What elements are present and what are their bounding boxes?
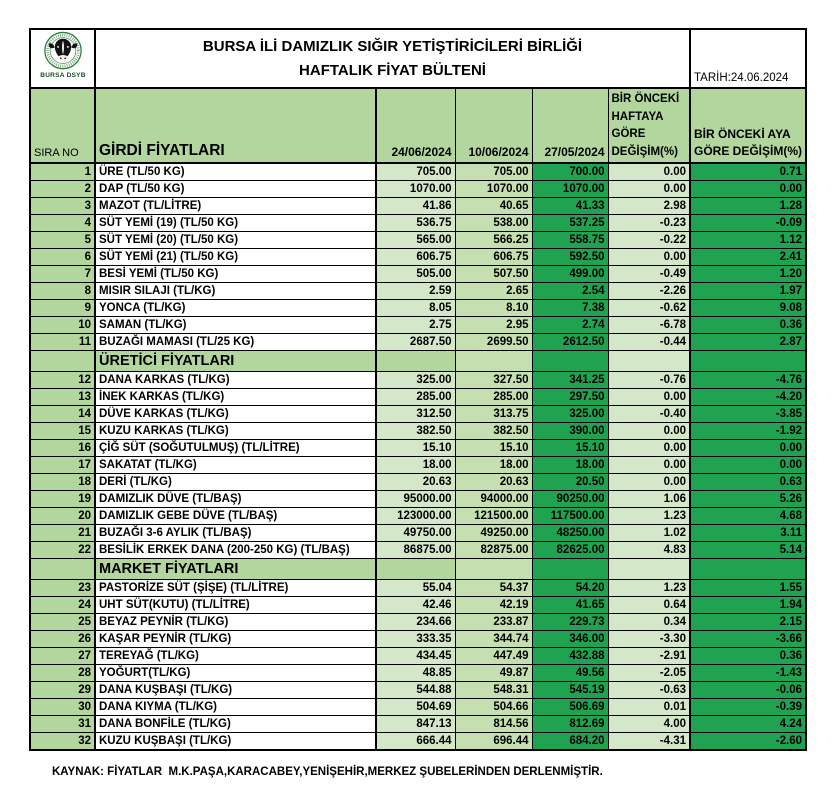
month-change-cell: 0.71 [690, 163, 806, 181]
week-change-cell: 0.00 [608, 389, 690, 406]
table-row [30, 215, 806, 232]
col-header-date-current: 24/06/2024 [376, 88, 455, 163]
section-cell [532, 559, 608, 580]
table-row [30, 716, 806, 733]
price-current-cell: 606.75 [376, 249, 455, 266]
price-current-cell: 55.04 [376, 580, 455, 597]
row-number-cell: 17 [30, 457, 95, 474]
price-prev-week-cell: 705.00 [455, 163, 532, 181]
col-header-date-prev-week: 10/06/2024 [455, 88, 532, 163]
price-current-cell: 49750.00 [376, 525, 455, 542]
price-prev-month-cell: 700.00 [532, 163, 608, 181]
price-current-cell: 847.13 [376, 716, 455, 733]
week-change-cell: 4.00 [608, 716, 690, 733]
price-prev-week-cell: 82875.00 [455, 542, 532, 559]
row-number-cell: 5 [30, 232, 95, 249]
price-current-cell: 2.59 [376, 283, 455, 300]
row-number-cell: 2 [30, 181, 95, 198]
item-name-cell: SÜT YEMİ (19) (TL/50 KG) [95, 215, 376, 232]
table-row [30, 317, 806, 334]
bulletin-title [95, 29, 690, 88]
row-number-cell: 19 [30, 491, 95, 508]
price-prev-week-cell: 42.19 [455, 597, 532, 614]
row-number-cell: 23 [30, 580, 95, 597]
item-name-cell: BESİ YEMİ (TL/50 KG) [95, 266, 376, 283]
table-row [30, 406, 806, 423]
month-change-cell: -2.60 [690, 733, 806, 751]
table-row [30, 631, 806, 648]
week-change-cell: 1.23 [608, 580, 690, 597]
section-cell [608, 559, 690, 580]
table-row [30, 508, 806, 525]
week-change-cell: 0.00 [608, 163, 690, 181]
price-prev-month-cell: 346.00 [532, 631, 608, 648]
week-change-cell: 2.98 [608, 198, 690, 215]
price-prev-month-cell: 18.00 [532, 457, 608, 474]
price-prev-week-cell: 507.50 [455, 266, 532, 283]
item-name-cell: DANA KARKAS (TL/KG) [95, 372, 376, 389]
price-current-cell: 565.00 [376, 232, 455, 249]
table-body [30, 163, 806, 750]
price-prev-month-cell: 90250.00 [532, 491, 608, 508]
week-change-cell: -0.49 [608, 266, 690, 283]
price-prev-month-cell: 229.73 [532, 614, 608, 631]
price-prev-month-cell: 812.69 [532, 716, 608, 733]
week-change-cell: -0.22 [608, 232, 690, 249]
price-current-cell: 8.05 [376, 300, 455, 317]
price-prev-month-cell: 49.56 [532, 665, 608, 682]
price-prev-month-cell: 325.00 [532, 406, 608, 423]
month-change-cell: -3.85 [690, 406, 806, 423]
item-name-cell: SÜT YEMİ (20) (TL/50 KG) [95, 232, 376, 249]
week-change-cell: -3.30 [608, 631, 690, 648]
table-row [30, 648, 806, 665]
table-row [30, 682, 806, 699]
table-row [30, 614, 806, 631]
price-current-cell: 48.85 [376, 665, 455, 682]
price-prev-month-cell: 545.19 [532, 682, 608, 699]
item-name-cell: BESİLİK ERKEK DANA (200-250 KG) (TL/BAŞ) [95, 542, 376, 559]
row-number-cell: 9 [30, 300, 95, 317]
price-prev-month-cell: 684.20 [532, 733, 608, 751]
row-number-cell: 11 [30, 334, 95, 351]
row-number-cell: 14 [30, 406, 95, 423]
month-change-cell: 0.00 [690, 457, 806, 474]
table-row [30, 542, 806, 559]
month-change-cell: 2.15 [690, 614, 806, 631]
price-prev-week-cell: 606.75 [455, 249, 532, 266]
price-prev-week-cell: 504.66 [455, 699, 532, 716]
month-change-cell: 0.36 [690, 648, 806, 665]
row-number-cell: 28 [30, 665, 95, 682]
table-row [30, 334, 806, 351]
week-change-cell: -6.78 [608, 317, 690, 334]
month-change-cell: 1.97 [690, 283, 806, 300]
title-line-1: BURSA İLİ DAMIZLIK SIĞIR YETİŞTİRİCİLERİ BİRLİĞİ [202, 38, 583, 56]
item-name-cell: SÜT YEMİ (21) (TL/50 KG) [95, 249, 376, 266]
price-prev-week-cell: 814.56 [455, 716, 532, 733]
table-head-static [30, 29, 806, 163]
table-row [30, 474, 806, 491]
month-change-cell: 1.55 [690, 580, 806, 597]
table-row [30, 249, 806, 266]
table-row [30, 699, 806, 716]
title-row [30, 29, 806, 88]
item-name-cell: TEREYAĞ (TL/KG) [95, 648, 376, 665]
week-change-cell: -2.91 [608, 648, 690, 665]
price-current-cell: 325.00 [376, 372, 455, 389]
price-prev-week-cell: 2699.50 [455, 334, 532, 351]
item-name-cell: DANA KIYMA (TL/KG) [95, 699, 376, 716]
row-number-cell: 31 [30, 716, 95, 733]
row-number-cell: 10 [30, 317, 95, 334]
table-row [30, 525, 806, 542]
item-name-cell: DAP (TL/50 KG) [95, 181, 376, 198]
price-prev-month-cell: 558.75 [532, 232, 608, 249]
price-current-cell: 666.44 [376, 733, 455, 751]
row-number-cell: 16 [30, 440, 95, 457]
price-prev-week-cell: 2.65 [455, 283, 532, 300]
section-cell [608, 351, 690, 372]
price-prev-month-cell: 117500.00 [532, 508, 608, 525]
item-name-cell: ÇİĞ SÜT (SOĞUTULMUŞ) (TL/LİTRE) [95, 440, 376, 457]
month-change-cell: -4.76 [690, 372, 806, 389]
price-current-cell: 544.88 [376, 682, 455, 699]
week-change-cell: -0.62 [608, 300, 690, 317]
price-current-cell: 705.00 [376, 163, 455, 181]
price-current-cell: 123000.00 [376, 508, 455, 525]
month-change-cell: 1.28 [690, 198, 806, 215]
table-row [30, 232, 806, 249]
price-prev-month-cell: 390.00 [532, 423, 608, 440]
price-prev-week-cell: 313.75 [455, 406, 532, 423]
price-prev-month-cell: 499.00 [532, 266, 608, 283]
row-number-cell: 4 [30, 215, 95, 232]
price-prev-week-cell: 382.50 [455, 423, 532, 440]
row-number-cell: 27 [30, 648, 95, 665]
week-change-cell: 0.00 [608, 440, 690, 457]
price-current-cell: 95000.00 [376, 491, 455, 508]
week-change-cell: 0.00 [608, 181, 690, 198]
item-name-cell: MISIR SILAJI (TL/KG) [95, 283, 376, 300]
price-prev-month-cell: 20.50 [532, 474, 608, 491]
item-name-cell: DERİ (TL/KG) [95, 474, 376, 491]
price-prev-month-cell: 2.54 [532, 283, 608, 300]
month-change-cell: 4.68 [690, 508, 806, 525]
price-prev-month-cell: 1070.00 [532, 181, 608, 198]
month-change-cell: -0.39 [690, 699, 806, 716]
section-title: MARKET FİYATLARI [95, 559, 376, 580]
month-change-cell: 5.14 [690, 542, 806, 559]
price-prev-month-cell: 537.25 [532, 215, 608, 232]
price-prev-week-cell: 40.65 [455, 198, 532, 215]
table-row [30, 198, 806, 215]
month-change-cell: 4.24 [690, 716, 806, 733]
row-number-cell: 32 [30, 733, 95, 751]
week-change-cell: -0.40 [608, 406, 690, 423]
item-name-cell: DANA BONFİLE (TL/KG) [95, 716, 376, 733]
report-date: TARİH:24.06.2024 [690, 29, 806, 88]
month-change-cell: 0.00 [690, 440, 806, 457]
month-change-cell: 5.26 [690, 491, 806, 508]
month-change-cell: 9.08 [690, 300, 806, 317]
month-change-cell: 1.94 [690, 597, 806, 614]
month-change-cell: 2.87 [690, 334, 806, 351]
col-header-week-change: BİR ÖNCEKİ HAFTAYA GÖRE DEĞİŞİM(%) [608, 88, 690, 163]
section-cell [455, 351, 532, 372]
price-prev-week-cell: 20.63 [455, 474, 532, 491]
table-row [30, 283, 806, 300]
item-name-cell: DAMIZLIK GEBE DÜVE (TL/BAŞ) [95, 508, 376, 525]
row-number-cell: 29 [30, 682, 95, 699]
item-name-cell: KAŞAR PEYNİR (TL/KG) [95, 631, 376, 648]
price-prev-month-cell: 41.33 [532, 198, 608, 215]
col-header-date-prev-month: 27/05/2024 [532, 88, 608, 163]
table-row [30, 457, 806, 474]
month-change-cell: -3.66 [690, 631, 806, 648]
price-prev-week-cell: 94000.00 [455, 491, 532, 508]
section-cell [690, 559, 806, 580]
row-number-cell: 21 [30, 525, 95, 542]
week-change-cell: -0.23 [608, 215, 690, 232]
table-row [30, 580, 806, 597]
col-header-sira-no: SIRA NO [30, 88, 95, 163]
row-number-cell: 3 [30, 198, 95, 215]
item-name-cell: BUZAĞI MAMASI (TL/25 KG) [95, 334, 376, 351]
month-change-cell: -0.06 [690, 682, 806, 699]
row-number-cell: 13 [30, 389, 95, 406]
price-current-cell: 2.75 [376, 317, 455, 334]
price-prev-week-cell: 2.95 [455, 317, 532, 334]
item-name-cell: ÜRE (TL/50 KG) [95, 163, 376, 181]
item-name-cell: DANA KUŞBAŞI (TL/KG) [95, 682, 376, 699]
section-cell [690, 351, 806, 372]
week-change-cell: -0.44 [608, 334, 690, 351]
table-row [30, 491, 806, 508]
table-row [30, 389, 806, 406]
price-prev-week-cell: 327.50 [455, 372, 532, 389]
price-current-cell: 312.50 [376, 406, 455, 423]
item-name-cell: YONCA (TL/KG) [95, 300, 376, 317]
month-change-cell: 1.12 [690, 232, 806, 249]
price-current-cell: 41.86 [376, 198, 455, 215]
month-change-cell: 2.41 [690, 249, 806, 266]
section-title: ÜRETİCİ FİYATLARI [95, 351, 376, 372]
item-name-cell: KUZU KARKAS (TL/KG) [95, 423, 376, 440]
table-row [30, 423, 806, 440]
price-current-cell: 234.66 [376, 614, 455, 631]
item-name-cell: İNEK KARKAS (TL/KG) [95, 389, 376, 406]
item-name-cell: BUZAĞI 3-6 AYLIK (TL/BAŞ) [95, 525, 376, 542]
month-change-cell: 0.00 [690, 181, 806, 198]
row-number-cell: 30 [30, 699, 95, 716]
month-change-cell: 0.36 [690, 317, 806, 334]
table-row [30, 163, 806, 181]
price-prev-week-cell: 566.25 [455, 232, 532, 249]
section-sira-cell [30, 559, 95, 580]
price-prev-week-cell: 1070.00 [455, 181, 532, 198]
week-change-cell: -2.05 [608, 665, 690, 682]
price-current-cell: 504.69 [376, 699, 455, 716]
week-change-cell: 0.01 [608, 699, 690, 716]
price-prev-month-cell: 82625.00 [532, 542, 608, 559]
item-name-cell: PASTORİZE SÜT (ŞİŞE) (TL/LİTRE) [95, 580, 376, 597]
column-header-row [30, 88, 806, 163]
section-cell [376, 351, 455, 372]
price-prev-month-cell: 592.50 [532, 249, 608, 266]
source-note: KAYNAK: FİYATLAR M.K.PAŞA,KARACABEY,YENİŞEHİR,MERKEZ ŞUBELERİNDEN DERLENMİŞTİR. [52, 766, 603, 778]
month-change-cell: 1.20 [690, 266, 806, 283]
week-change-cell: 0.64 [608, 597, 690, 614]
logo-cell [30, 29, 95, 88]
price-current-cell: 536.75 [376, 215, 455, 232]
price-current-cell: 382.50 [376, 423, 455, 440]
section-header-row [30, 351, 806, 372]
row-number-cell: 6 [30, 249, 95, 266]
col-header-month-change: BİR ÖNCEKİ AYA GÖRE DEĞİŞİM(%) [690, 88, 806, 163]
month-change-cell: -1.92 [690, 423, 806, 440]
price-prev-week-cell: 538.00 [455, 215, 532, 232]
week-change-cell: -2.26 [608, 283, 690, 300]
price-prev-month-cell: 41.65 [532, 597, 608, 614]
item-name-cell: MAZOT (TL/LİTRE) [95, 198, 376, 215]
price-prev-month-cell: 54.20 [532, 580, 608, 597]
price-prev-week-cell: 49250.00 [455, 525, 532, 542]
price-prev-week-cell: 18.00 [455, 457, 532, 474]
col-header-girdi-fiyatlari: GİRDİ FİYATLARI [95, 88, 376, 163]
price-current-cell: 86875.00 [376, 542, 455, 559]
price-prev-month-cell: 297.50 [532, 389, 608, 406]
price-prev-week-cell: 285.00 [455, 389, 532, 406]
price-table [29, 28, 807, 751]
table-row [30, 440, 806, 457]
item-name-cell: SAKATAT (TL/KG) [95, 457, 376, 474]
table-row [30, 372, 806, 389]
row-number-cell: 26 [30, 631, 95, 648]
week-change-cell: 1.06 [608, 491, 690, 508]
price-prev-week-cell: 233.87 [455, 614, 532, 631]
month-change-cell: 3.11 [690, 525, 806, 542]
price-current-cell: 18.00 [376, 457, 455, 474]
item-name-cell: DÜVE KARKAS (TL/KG) [95, 406, 376, 423]
price-prev-week-cell: 548.31 [455, 682, 532, 699]
week-change-cell: 0.00 [608, 423, 690, 440]
item-name-cell: UHT SÜT(KUTU) (TL/LİTRE) [95, 597, 376, 614]
row-number-cell: 7 [30, 266, 95, 283]
section-cell [532, 351, 608, 372]
table-row [30, 300, 806, 317]
row-number-cell: 24 [30, 597, 95, 614]
price-current-cell: 42.46 [376, 597, 455, 614]
row-number-cell: 8 [30, 283, 95, 300]
item-name-cell: SAMAN (TL/KG) [95, 317, 376, 334]
row-number-cell: 1 [30, 163, 95, 181]
price-prev-week-cell: 696.44 [455, 733, 532, 751]
price-prev-week-cell: 447.49 [455, 648, 532, 665]
row-number-cell: 12 [30, 372, 95, 389]
week-change-cell: -0.63 [608, 682, 690, 699]
table-row [30, 733, 806, 751]
price-current-cell: 15.10 [376, 440, 455, 457]
price-current-cell: 2687.50 [376, 334, 455, 351]
week-change-cell: 4.83 [608, 542, 690, 559]
item-name-cell: BEYAZ PEYNİR (TL/KG) [95, 614, 376, 631]
price-current-cell: 1070.00 [376, 181, 455, 198]
row-number-cell: 15 [30, 423, 95, 440]
table-row [30, 266, 806, 283]
price-prev-month-cell: 2612.50 [532, 334, 608, 351]
price-prev-week-cell: 49.87 [455, 665, 532, 682]
month-change-cell: -0.09 [690, 215, 806, 232]
price-prev-week-cell: 344.74 [455, 631, 532, 648]
week-change-cell: 0.00 [608, 474, 690, 491]
price-current-cell: 505.00 [376, 266, 455, 283]
month-change-cell: -4.20 [690, 389, 806, 406]
section-cell [455, 559, 532, 580]
price-prev-month-cell: 506.69 [532, 699, 608, 716]
week-change-cell: -4.31 [608, 733, 690, 751]
week-change-cell: -0.76 [608, 372, 690, 389]
table-row [30, 181, 806, 198]
table-row [30, 597, 806, 614]
section-cell [376, 559, 455, 580]
price-prev-month-cell: 48250.00 [532, 525, 608, 542]
price-prev-month-cell: 432.88 [532, 648, 608, 665]
price-prev-week-cell: 15.10 [455, 440, 532, 457]
price-current-cell: 285.00 [376, 389, 455, 406]
row-number-cell: 18 [30, 474, 95, 491]
price-prev-month-cell: 341.25 [532, 372, 608, 389]
item-name-cell: DAMIZLIK DÜVE (TL/BAŞ) [95, 491, 376, 508]
logo-text: BURSA DSYB [39, 71, 86, 79]
month-change-cell: 0.63 [690, 474, 806, 491]
week-change-cell: 0.00 [608, 249, 690, 266]
price-prev-week-cell: 8.10 [455, 300, 532, 317]
item-name-cell: YOĞURT(TL/KG) [95, 665, 376, 682]
price-prev-week-cell: 121500.00 [455, 508, 532, 525]
section-header-row [30, 559, 806, 580]
price-current-cell: 434.45 [376, 648, 455, 665]
week-change-cell: 1.23 [608, 508, 690, 525]
week-change-cell: 0.00 [608, 457, 690, 474]
price-prev-month-cell: 7.38 [532, 300, 608, 317]
row-number-cell: 25 [30, 614, 95, 631]
price-prev-week-cell: 54.37 [455, 580, 532, 597]
price-current-cell: 20.63 [376, 474, 455, 491]
price-current-cell: 333.35 [376, 631, 455, 648]
item-name-cell: KUZU KUŞBAŞI (TL/KG) [95, 733, 376, 751]
row-number-cell: 20 [30, 508, 95, 525]
week-change-cell: 1.02 [608, 525, 690, 542]
row-number-cell: 22 [30, 542, 95, 559]
price-prev-month-cell: 2.74 [532, 317, 608, 334]
price-prev-month-cell: 15.10 [532, 440, 608, 457]
table-row [30, 665, 806, 682]
month-change-cell: -1.43 [690, 665, 806, 682]
section-sira-cell [30, 351, 95, 372]
week-change-cell: 0.34 [608, 614, 690, 631]
org-logo cow-icon [34, 30, 92, 82]
title-line-2: HAFTALIK FİYAT BÜLTENİ [299, 61, 486, 79]
